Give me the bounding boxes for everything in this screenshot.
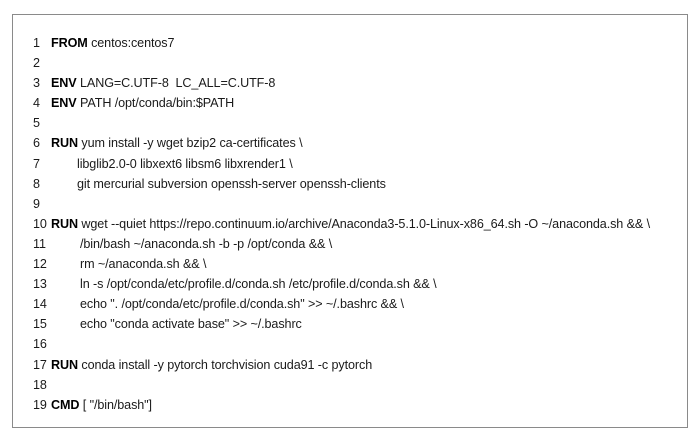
line-number: 9 bbox=[33, 196, 40, 211]
instruction-arguments: [ "/bin/bash"] bbox=[79, 397, 152, 412]
code-line bbox=[33, 334, 679, 354]
code-line bbox=[33, 194, 679, 214]
dockerfile-instruction: RUN bbox=[51, 136, 78, 151]
code-line bbox=[33, 314, 679, 334]
code-line bbox=[33, 133, 679, 153]
code-line bbox=[33, 234, 679, 254]
line-number: 1 bbox=[33, 36, 40, 50]
line-number: 17 bbox=[33, 357, 47, 372]
instruction-arguments: PATH /opt/conda/bin:$PATH bbox=[76, 96, 235, 111]
instruction-arguments: echo "conda activate base" >> ~/.bashrc bbox=[80, 317, 302, 332]
code-line bbox=[33, 395, 679, 415]
line-number: 4 bbox=[33, 96, 40, 111]
dockerfile-instruction: FROM bbox=[51, 36, 88, 50]
line-number: 13 bbox=[33, 277, 47, 292]
line-number: 10 bbox=[33, 216, 47, 231]
line-number: 15 bbox=[33, 317, 47, 332]
code-line bbox=[33, 174, 679, 194]
line-number: 2 bbox=[33, 56, 40, 71]
line-number: 18 bbox=[33, 377, 47, 392]
instruction-arguments: rm ~/anaconda.sh && \ bbox=[80, 257, 207, 272]
dockerfile-instruction: ENV bbox=[51, 96, 77, 111]
dockerfile-instruction: RUN bbox=[51, 216, 78, 231]
instruction-arguments: wget --quiet https://repo.continuum.io/archive/Anaconda3-5.1.0-Linux-x86_64.sh -O ~/anaconda.sh && \ bbox=[78, 216, 651, 231]
code-line bbox=[33, 93, 679, 113]
instruction-arguments: /bin/bash ~/anaconda.sh -b -p /opt/conda && \ bbox=[80, 236, 333, 251]
line-number: 11 bbox=[33, 236, 46, 251]
instruction-arguments: echo ". /opt/conda/etc/profile.d/conda.sh" >> ~/.bashrc && \ bbox=[80, 297, 404, 312]
code-line bbox=[33, 274, 679, 294]
dockerfile-code bbox=[33, 33, 679, 415]
dockerfile-instruction: RUN bbox=[51, 357, 78, 372]
code-listing-frame bbox=[12, 14, 688, 428]
code-line bbox=[33, 375, 679, 395]
line-number: 19 bbox=[33, 397, 47, 412]
code-line bbox=[33, 254, 679, 274]
dockerfile-instruction: ENV bbox=[51, 76, 77, 91]
line-number: 12 bbox=[33, 257, 47, 272]
line-number: 3 bbox=[33, 76, 40, 91]
instruction-arguments: conda install -y pytorch torchvision cuda91 -c pytorch bbox=[78, 357, 373, 372]
instruction-arguments: LANG=C.UTF-8 LC_ALL=C.UTF-8 bbox=[76, 76, 276, 91]
line-number: 14 bbox=[33, 297, 47, 312]
code-line bbox=[33, 53, 679, 73]
line-number: 7 bbox=[33, 156, 40, 171]
line-number: 8 bbox=[33, 176, 40, 191]
code-line bbox=[33, 33, 679, 53]
dockerfile-instruction: CMD bbox=[51, 397, 80, 412]
code-line bbox=[33, 154, 679, 174]
instruction-arguments: git mercurial subversion openssh-server openssh-clients bbox=[77, 176, 386, 191]
code-line bbox=[33, 355, 679, 375]
code-line bbox=[33, 73, 679, 93]
instruction-arguments: centos:centos7 bbox=[87, 36, 175, 50]
instruction-arguments: yum install -y wget bzip2 ca-certificates \ bbox=[78, 136, 303, 151]
code-line bbox=[33, 214, 679, 234]
code-line bbox=[33, 294, 679, 314]
instruction-arguments: libglib2.0-0 libxext6 libsm6 libxrender1 \ bbox=[77, 156, 293, 171]
code-line bbox=[33, 113, 679, 133]
line-number: 6 bbox=[33, 136, 40, 151]
line-number: 16 bbox=[33, 337, 47, 352]
line-number: 5 bbox=[33, 116, 40, 131]
instruction-arguments: ln -s /opt/conda/etc/profile.d/conda.sh /etc/profile.d/conda.sh && \ bbox=[80, 277, 437, 292]
